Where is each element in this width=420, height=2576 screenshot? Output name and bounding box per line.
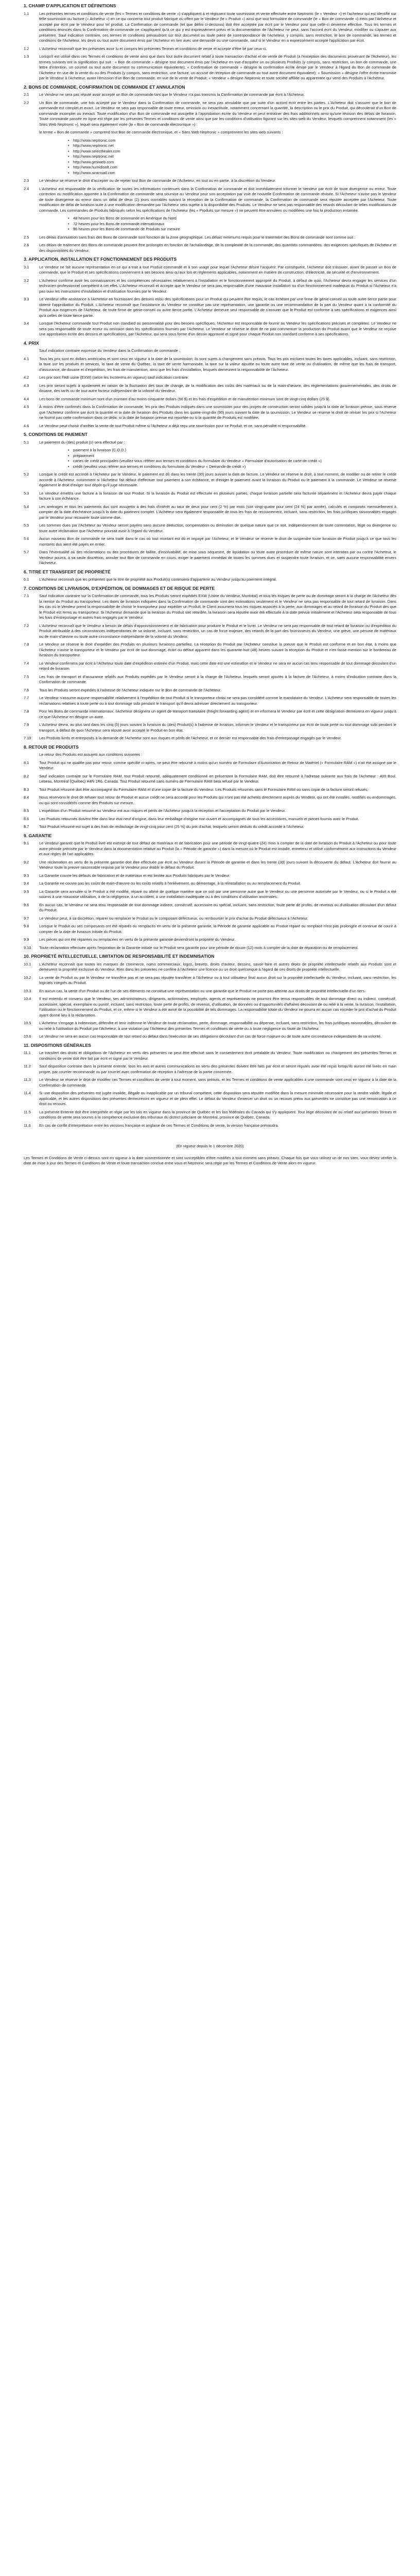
terms-document bbox=[0, 0, 420, 1128]
clause bbox=[24, 550, 396, 566]
clause bbox=[24, 722, 396, 733]
clause-number: 5.1 bbox=[24, 439, 29, 445]
clause-number: 9.7 bbox=[24, 916, 29, 921]
clause-number: 3.2 bbox=[24, 278, 29, 283]
clause-number: 4.5 bbox=[24, 404, 29, 409]
clause bbox=[24, 54, 396, 81]
section bbox=[24, 341, 396, 429]
lead-times-list-item: • 96 heures pour les Bons de commande de Produits sur mesure bbox=[73, 227, 396, 232]
clause-text: L'Acheteur est responsable de la vérification de toutes les informations contenues dans la Confirmation de commande et doit immédiatement informer le Vendeur par écrit de toute divergence ou erreur. Toute correction ou modification apportée à la Confirmation de commande sera soumise au Vendeur pour son acceptation par voie de nouvelle Confirmation de commande révisée. Si l'Acheteur n'avise pas le Vendeur de toute divergence ou erreur dans un délai de deux (2) jours ouvrables suivant la réception de la Confirmation de commande, la Confirmation de commande sera réputée acceptée par l'Acheteur. Toute modification de délai de livraison suite à une modification demandée par l'Acheteur sera sujette à la disponibilité des Produits. Le Vendeur ne sera pas responsable des retards découlant de telles modifications de commande. Les commandes de Produits fabriqués selon les spécifications de l'Acheteur (les « Produits sur mesure ») ne peuvent être annulées ou modifiées une fois la production entamée. bbox=[39, 186, 396, 213]
clause-text: À moins d'être confirmés dans la Confirmation de commande, les prix des Produits indiqués dans une soumission pour des projets de construction seront valides jusqu'à la date de livraison prévue, sous réserve que l'Acheteur confirme par écrit la quantité et la date de livraison des Produits dans les quatre-vingt-dix (90) jours suivant la date de la soumission. Le Vendeur se réserve le droit de réviser les prix si l'Acheteur ne fournit pas cette confirmation dans ce délai, si la date de livraison prévue est reportée ou si la quantité de Produits est modifiée. bbox=[39, 404, 396, 420]
clause bbox=[24, 1091, 396, 1107]
clause bbox=[24, 536, 396, 547]
order-sites-list bbox=[73, 138, 396, 176]
clause bbox=[24, 916, 396, 922]
clause-number: 3.4 bbox=[24, 321, 29, 326]
clause-number: 9.8 bbox=[24, 924, 29, 928]
clause-text: Le Vendeur peut, à sa discrétion, réparer ou remplacer le Produit ou le composant défectueux, ou rembourser le prix d'achat du Produit défectueux à l'Acheteur. bbox=[39, 916, 308, 921]
version-note: (En vigueur depuis le 1 décembre 2020) bbox=[176, 1144, 244, 1148]
clause bbox=[24, 440, 396, 446]
clause-text: Dans l'éventualité où des réclamations ou des procédures de faillite, d'insolvabilité, de mise sous séquestre, de liquidation ou toute autre procédure de même nature sont intentées par ou contre l'Acheteur, le Vendeur pourra, à sa seule discrétion, annuler tout Bon de commande en cours, exiger le paiement immédiat de toutes les sommes dues et suspendre toute livraison, et ce, sans aucune responsabilité envers l'Acheteur. bbox=[39, 550, 396, 565]
clause bbox=[24, 642, 396, 658]
clause-number: 8.2 bbox=[24, 773, 29, 778]
clause-number: 9.10 bbox=[24, 945, 31, 950]
payment-methods-list-item: • cartes de crédit principales (veuillez vous référer aux termes et conditions du formulaire du Vendeur « Formulaire d'autorisation de carte de crédit ») bbox=[73, 459, 396, 464]
section bbox=[24, 569, 396, 583]
clause-text: Les présentes termes et conditions de vente (les « Termes et conditions de vente ») s'appliquent à et régissent toute soumission et vente effectuée entre Neptronic (le « Vendeur ») et l'acheteur qui est identifié sur telle soumission ou facture (« Acheteur ») en ce qui concerne tout produit fabriqué ou offert par le Vendeur (le « Produit ») ainsi que tout formulaire de commande (le « Bon de commande ») émis par l'Acheteur et accepté par écrit par le Vendeur pour tel produit. La Confirmation de commande (tel que défini ci-dessous) doit être acceptée par écrit par le Vendeur pour que celle-ci devienne effective. Tous les termes et conditions énoncés dans la Confirmation de commande ne s'appliquent qu'à ce qui y est expressément prévu et la documentation de l'Acheteur ne peut, sans l'accord écrit du Vendeur, modifier ou s'ajouter aux présentes. Sauf indication contraire, ces termes et conditions prévaudront sur tout document ou toute pièce de correspondance de l'Acheteur, y compris, sans restriction, le bon de commande, les termes et conditions de l'Acheteur, les devis ou tout autre document émis par l'Acheteur en lien avec une demande ou une commande, sauf si le Vendeur en a expressément accepté l'application par écrit. bbox=[39, 11, 396, 43]
clause-text: Lorsque l'Acheteur commande tout Produit non standard ou personnalisé pour des besoins spécifiques, l'Acheteur est responsable de fournir au Vendeur les spécifications précises et complètes. Le Vendeur ne sera pas responsable de toute erreur ou omission dans les spécifications fournies par l'Acheteur. Le Vendeur se réserve le droit de ne pas commencer la production du Produit avant que le Vendeur ne reçoive une approbation écrite des dessins et spécifications, par l'Acheteur, qui sera sous forme d'un dessin approuvé et signé pour chaque Produit non standard conforme à ses spécifications. bbox=[39, 321, 396, 336]
clause-number: 1.1 bbox=[24, 11, 29, 16]
clause bbox=[24, 774, 396, 785]
clause-number: 7.1 bbox=[24, 594, 29, 598]
clause-text: le terme « Bon de commande » comprend tout Bon de commande électronique, et « Sites Web Neptronic » comprennent les sites web suivants : bbox=[39, 130, 283, 134]
clause-number: 7.8 bbox=[24, 709, 29, 714]
clause-number: 1.3 bbox=[24, 54, 29, 59]
clause-text: Le Vendeur n'assume aucune responsabilité relativement à l'expédition de tout Produit si le transporteur choisi ne sera pas considéré comme le mandataire du Vendeur. L'Acheteur sera responsable de toutes les réclamations relatives à toute perte ou à tout dommage subi pendant le transport qu'il devra adresser directement au transporteur. bbox=[39, 696, 396, 706]
clause-text: Les bons de commande minimum sont d'un montant d'au moins cinquante dollars (50 $) et les frais d'expédition et de manutention minimum sont de vingt-cinq dollars (25 $). bbox=[39, 396, 330, 401]
clause-text: La Garantie sera annulée si le Produit a été modifié, réparé ou altéré de quelque manière que ce soit par une personne autre que le Vendeur ou une personne autorisée par le Vendeur, ou si le Produit a été soumis à une mauvaise utilisation, à de la négligence, à un accident, à une installation inadéquate ou à des conditions d'utilisation anormales. bbox=[39, 889, 396, 899]
clause-text: L'Acheteur confirme avoir les connaissances et les compétences nécessaires relativement à l'installation et le fonctionnement approprié du Produit, à défaut de quoi, l'Acheteur devra engager les services d'un technicien professionnel compétent à cet effet. L'Acheteur reconnaît et accepte que le Vendeur ne sera pas responsable d'une mauvaise installation ou d'un fonctionnement inadéquat du Produit si l'Acheteur n'a pas suivi les instructions d'installation et d'utilisation fournies par le Vendeur. bbox=[39, 278, 396, 294]
clause-text: La Garantie couvre les défauts de fabrication et de matériaux et est limitée aux Produits fabriqués par le Vendeur. bbox=[39, 873, 230, 878]
clause bbox=[24, 297, 396, 318]
clause-text: Les prix sont FAB usine (EXW) (selon les Incoterms en vigueur) sauf indication contraire. bbox=[39, 375, 189, 380]
clause-text: Le Vendeur confirmera par écrit à l'Acheteur toute date d'expédition estimée d'un Produit, mais cette date est une estimation et le Vendeur ne sera en aucun cas tenu responsable de tout dommage découlant d'un retard de livraison. bbox=[39, 660, 396, 671]
clause-number: 7.5 bbox=[24, 674, 29, 679]
clause bbox=[24, 962, 396, 973]
clause-number: 7.3 bbox=[24, 642, 29, 647]
clause-text: Un Bon de commande, une fois accepté par le Vendeur dans la Confirmation de commande, ne sera pas annulable que par suite d'un accord écrit entre les parties. L'Acheteur doit s'assurer que le bon de commande est complet et exact. Le Vendeur ne sera pas responsable de toute erreur, omission ou inexactitude, notamment concernant la quantité, la description ou le prix du Produit, qui découlerait d'un Bon de commande incomplet ou inexact. Toute modification d'un Bon de commande est assujettie à l'approbation écrite du Vendeur et peut entraîner des frais additionnels ainsi qu'une révision des délais de livraison. Toute commande passée en ligne est régie par les présentes Termes et conditions de vente ainsi que par les conditions d'utilisation figurant sur les sites web du Vendeur, lesquels comprennent notamment (les « Sites Web Neptronic »), lequel sera également visée (le « Bon de commande électronique ») : bbox=[39, 100, 396, 127]
clause bbox=[24, 187, 396, 214]
clause bbox=[24, 46, 396, 52]
clause-number: 10.5 bbox=[24, 1021, 31, 1025]
clause-number: 9.2 bbox=[24, 859, 29, 865]
clause-text: Le paiement du (des) produit (s) sera effectué par : bbox=[39, 439, 125, 445]
clause bbox=[24, 945, 396, 951]
clause-text: Nous réservons le droit de refuser tout retour de Produit et aucun crédit ne sera accordé pour les Produits qui n'ont pas été achetés directement auprès du Vendeur, qui ont été installés, modifiés ou endommagés, ou qui sont considérés comme des Produits sur mesure. bbox=[39, 795, 396, 805]
clause-number: 11.2 bbox=[24, 1064, 31, 1069]
clause-number: 10.2 bbox=[24, 975, 31, 980]
clause-text: Aucun nouveau Bon de commande ne sera traité dans le cas où tout montant est dû et impayé par l'Acheteur, et le Vendeur se réserve le droit de suspendre toute livraison de Produit jusqu'à ce que tous les montants dus aient été payés en entier. bbox=[39, 536, 396, 547]
clause bbox=[24, 357, 396, 373]
payment-methods-list bbox=[73, 448, 396, 469]
clause-text: Les sommes dues par l'Acheteur au Vendeur seront payées sans aucune déduction, compensation ou diminution de quelque nature que ce soit, indépendamment de toute contestation, litige ou divergence ou toute autre réclamation que l'Acheteur pourrait avoir à l'égard du Vendeur. bbox=[39, 523, 396, 533]
clause-number: 11.3 bbox=[24, 1077, 31, 1082]
clause bbox=[24, 130, 396, 135]
clause-text: L'Acheteur reconnaît que les présentes avoir lu et compris les présentes Termes et conditions de vente et accepte d'être lié par ceux-ci. bbox=[39, 46, 267, 51]
clause-number: 4.4 bbox=[24, 396, 29, 401]
clause bbox=[24, 661, 396, 672]
section-title: 4. PRIX bbox=[24, 340, 39, 346]
clause-number: 11.4 bbox=[24, 1091, 31, 1095]
clause-text: Le Vendeur se réserve le droit d'accepter ou de rejeter tout Bon de commande de l'Acheteur, en tout ou en partie, à la discrétion du Vendeur. bbox=[39, 178, 276, 183]
clause-number: 5.5 bbox=[24, 523, 29, 528]
clause-text: Les Produits livrés et entreposés à la demande de l'Acheteur sont aux risques et périls de l'Acheteur, et ce dernier est responsable des frais d'entreposage engagés par le Vendeur. bbox=[39, 736, 342, 740]
clause-number: 2.1 bbox=[24, 92, 29, 97]
clause bbox=[24, 736, 396, 741]
clause-text: Les arrérages et tous les paiements dus sont assujettis à des frais d'intérêt au taux de deux pour cent (2 %) par mois (soit vingt-quatre pour cent (24 %) par année), calculés et composés mensuellement à compter de la date d'échéance jusqu'à la date du paiement complet. L'Acheteur sera également responsable de tous les frais de recouvrement, incluant, sans restriction, les frais juridiques raisonnables engagés par le Vendeur pour recouvrer toute somme due. bbox=[39, 504, 396, 520]
clause bbox=[24, 674, 396, 685]
clause-text: Sauf indication contraire sur le Formulaire RAM, tout Produit retourné, adéquatement conditionné en présentant la Formulaire RAM, doit être retourné à l'adresse suivante aux frais de l'Acheteur : 400 Boul. Lebeau, Montréal (Québec) H4N 1R6, Canada. Tout Produit retourné sans numéro de Formulaire RAM sera refusé par le Vendeur. bbox=[39, 773, 396, 784]
payment-methods-list-item: • prépaiement bbox=[73, 453, 396, 459]
clause-number: 5.4 bbox=[24, 504, 29, 509]
clause-number: 2.4 bbox=[24, 186, 29, 191]
clause-text: Le retour des Produits est assujetti aux conditions suivantes : bbox=[39, 752, 143, 757]
clause-text: Il est entendu et convenu que le Vendeur, ses administrateurs, dirigeants, actionnaires, employés, agents et représentants ne pourront être tenus responsables de tout dommage direct ou indirect, consécutif, accessoire, spécial, exemplaire ou punitif, incluant, sans restriction, toute perte de profits, de revenus, d'utilisation, de données ou d'opportunités d'affaires découlant de ou relié à la vente, la livraison, l'installation, l'utilisation ou le fonctionnement du Produit, et ce, même si le Vendeur a été avisé de la possibilité de tels dommages. La responsabilité totale du Vendeur ne pourra en aucun cas excéder le prix d'achat du Produit ayant donné lieu à la réclamation. bbox=[39, 996, 396, 1018]
section-title: 8. RETOUR DE PRODUITS bbox=[24, 744, 79, 750]
clause bbox=[24, 523, 396, 534]
order-sites-list-item: • http://www.humidisoft.com bbox=[73, 165, 396, 171]
section bbox=[24, 744, 396, 830]
clause-text: Le Vendeur ne sera pas réputé avoir accepté un Bon de commande tant que le Vendeur n'a pas transmis la Confirmation de commande par écrit à l'Acheteur. bbox=[39, 92, 305, 97]
clause-text: Les délais d'annulation sans frais des Bons de commande sont fonction de la zone géographique. Les délais minimums requis pour le traitement des Bons de commande sont comme suit : bbox=[39, 234, 356, 240]
section bbox=[24, 3, 396, 81]
clause-number: 4.3 bbox=[24, 383, 29, 388]
clause-number: 10.6 bbox=[24, 1034, 31, 1039]
clause bbox=[24, 491, 396, 502]
clause-text: Les frais de transport et d'assurance relatifs aux Produits expédiés par le Vendeur seront à la charge de l'Acheteur, lesquels seront ajoutés à la facture de l'Acheteur, à moins d'indication contraire dans la Confirmation de commande. bbox=[39, 674, 396, 684]
order-sites-list-item: • http://www.neptronic.net bbox=[73, 143, 396, 149]
clause-number: 7.7 bbox=[24, 696, 29, 700]
clause bbox=[24, 92, 396, 98]
clause-text: Pour les Bons de commande internationaux, l'Acheteur désignera un agent de transport transitaire (freight forwarding agent) et en informera le Vendeur par écrit et cette désignation demeurera en vigueur jusqu'à ce que l'Acheteur en désigne un autre. bbox=[39, 709, 396, 719]
section bbox=[24, 432, 396, 566]
clause bbox=[24, 321, 396, 337]
clause-text: Le Vendeur ne sera en aucun cas responsable de tout retard ou défaut dans l'exécution de ses obligations découlant d'un cas de force majeure ou de toute autre circonstance indépendante de sa volonté. bbox=[39, 1034, 382, 1039]
clause bbox=[24, 1034, 396, 1040]
clause-number: 5.6 bbox=[24, 536, 29, 541]
clause-text: Les Produits retournés doivent être dans leur état neuf d'origine, dans leur emballage d'origine non ouvert et accompagnés de tous les accessoires, manuels et pièces fournis avec le Produit. bbox=[39, 816, 359, 821]
clause bbox=[24, 752, 396, 758]
clause-number: 8.3 bbox=[24, 787, 29, 792]
section bbox=[24, 1043, 396, 1129]
section bbox=[24, 833, 396, 951]
clause-text: En cas de conflit d'interprétation entre les versions française et anglaise de ces Termes et Conditions de vente, la version française prévaudra. bbox=[39, 1123, 279, 1128]
clause bbox=[24, 873, 396, 879]
clause-text: Tous les prix sont en dollars américains et sont ceux en vigueur à la date de la soumission; ils sont sujets à changement sans préavis. Tous les prix excluent toutes les taxes applicables, incluant, sans restriction, la taxe sur les produits et services, la taxe de vente du Québec, la taxe de vente harmonisée, la taxe sur la valeur ajoutée ou toute autre taxe de vente ou d'utilisation, de même que les frais de transport, d'assurance, de douane et d'expédition, les frais de manutention, ainsi que les frais d'installation, lesquels demeurent la responsabilité de l'Acheteur. bbox=[39, 356, 396, 372]
clause-number bbox=[24, 752, 39, 758]
clause bbox=[24, 178, 396, 184]
clause-number: 1.2 bbox=[24, 46, 29, 51]
clause-text: L'Acheteur reconnaît que toutes les marques de commerce, noms commerciaux, logos, brevets, droits d'auteur, dessins, savoir-faire et autres droits de propriété intellectuelle relatifs aux Produits sont et demeurent la propriété exclusive du Vendeur. Rien dans les présentes ne confère à l'Acheteur une licence ou un droit quelconque à l'égard de ces droits de propriété intellectuelle. bbox=[39, 961, 396, 972]
document-footer bbox=[0, 1131, 420, 1166]
clause-number: 11.5 bbox=[24, 1109, 31, 1114]
clause-text: L'Acheteur reconnaît que le Vendeur a besoin de délais d'approvisionnement et de fabrication pour produire le Produit et le livrer. Le Vendeur ne sera pas responsable de tout retard de livraison ou d'expédition du Produit attribuable à des circonstances indépendantes de sa volonté, incluant, sans restriction, un cas de force majeure, des retards de la part des fournisseurs du Vendeur, une grève, une pénurie de matériaux ou de main-d'œuvre ou toute autre circonstance indépendante de la volonté du Vendeur. bbox=[39, 623, 396, 639]
section-title: 6. TITRE ET TRANSFERT DE PROPRIÉTÉ bbox=[24, 569, 111, 574]
clause bbox=[24, 989, 396, 994]
clause bbox=[24, 787, 396, 793]
clause-number: 6.1 bbox=[24, 577, 29, 582]
clause-number: 5.7 bbox=[24, 550, 29, 554]
clause-text: En aucun cas, le Vendeur ne sera tenu responsable de tout dommage indirect, consécutif, accessoire ou spécial, incluant, sans restriction, toute perte de profits, de revenus ou d'utilisation découlant d'un défaut du Produit. bbox=[39, 902, 396, 912]
clause-text: Tous les Produits seront expédiés à l'adresse de l'Acheteur indiquée sur le Bon de commande de l'Acheteur. bbox=[39, 687, 221, 692]
clause-text: L'Acheteur s'engage à indemniser, défendre et tenir indemne le Vendeur de toute réclamation, perte, dommage, responsabilité ou dépense, incluant, sans restriction, les frais juridiques raisonnables, découlant de ou relié à l'utilisation du Produit par l'Acheteur, à une violation par l'Acheteur des présentes Termes et conditions de vente ou à toute négligence ou faute de l'Acheteur. bbox=[39, 1021, 396, 1031]
clause-number: 7.4 bbox=[24, 660, 29, 666]
section-title: 3. APPLICATION, INSTALLATION ET FONCTIONNEMENT DES PRODUITS bbox=[24, 257, 177, 262]
clause-text: La Garantie ne couvre pas les coûts de main-d'œuvre ou les coûts relatifs à l'enlèvement, au démontage, à la réinstallation ou au remplacement du Produit. bbox=[39, 881, 301, 886]
payment-methods-list-item: • crédit (veuillez vous référer aux termes et conditions du formulaire du Vendeur « Demande de crédit ») bbox=[73, 464, 396, 470]
clause bbox=[24, 996, 396, 1018]
section-title: 7. CONDITIONS DE LIVRAISON, D'EXPÉDITION, DE DOMMAGES ET DE RISQUE DE PERTE bbox=[24, 585, 215, 591]
clause-text: Lorsque le Produit ou ses composants ont été réparés ou remplacés en vertu de la présente garantie, la Période de garantie applicable au Produit réparé ou remplacé n'est pas prolongée et continue de courir à compter de la date de livraison initiale du Produit. bbox=[39, 924, 396, 934]
clause bbox=[24, 824, 396, 830]
payment-methods-list-item: • paiement à la livraison (C.O.D.) bbox=[73, 448, 396, 453]
clause-number: 9.4 bbox=[24, 881, 29, 886]
clause bbox=[24, 937, 396, 943]
clause-text: Lorsqu'il est utilisé dans ces Termes et conditions de vente ainsi que dans tout autre document relatif à toute transaction d'achat et de vente de Produit (à l'exception des documents provenant de l'Acheteur), les termes suivants ont la signification qui suit : « Bon de commande » désigne tout document émis par l'Acheteur en vue d'acquérir un ou plusieurs Produits (y compris, sans restriction, un bon de commande, une lettre d'intention, un courriel ou tout autre document ou communication équivalente); « Confirmation de commande » désigne la confirmation écrite émise par le Vendeur à l'égard du Bon de commande de l'Acheteur en vue de la vente du ou des Produits (y compris, sans restriction, une facture, un accusé de réception de commande ou tout autre document équivalent); « Soumission » désigne l'offre écrite transmise par le Vendeur à l'Acheteur, avant l'émission d'un Bon de commande, en vue de la vente de Produit; « Vendeur » désigne Neptronic et toute société affiliée ou apparentée qui vend des Produits à l'Acheteur. bbox=[39, 54, 396, 80]
clause-number: 8.1 bbox=[24, 760, 29, 765]
section-title: 1. CHAMP D'APPLICATION ET DÉFINITIONS bbox=[24, 3, 116, 8]
clause bbox=[24, 808, 396, 814]
clause-text: Une réclamation en vertu de la présente garantie doit être effectuée par écrit au Vendeur durant la Période de garantie et dans les trente (30) jours suivant la découverte du défaut. L'Acheteur doit fournir au Vendeur toute la preuve raisonnable requise par le Vendeur pour établir le défaut du Produit. bbox=[39, 859, 396, 870]
clause bbox=[24, 903, 396, 913]
section-title: 2. BONS DE COMMANDE, CONFIRMATION DE COMMANDE ET ANNULATION bbox=[24, 84, 185, 90]
lead-times-list-item: • 48 heures pour les Bons de commande en Amérique du Nord bbox=[73, 216, 396, 222]
clause-text: Les pièces qui ont été réparées ou remplacées en vertu de la présente garantie deviendront la propriété du Vendeur. bbox=[39, 937, 236, 942]
clause bbox=[24, 577, 396, 583]
clause-number: 7.2 bbox=[24, 623, 29, 628]
clause bbox=[24, 375, 396, 381]
clause-number: 8.4 bbox=[24, 795, 29, 800]
clause-text: Le Vendeur émettra une facture à la livraison de tout Produit. Si la livraison du Produit est effectuée en plusieurs parties, chaque livraison partielle sera facturée séparément et l'Acheteur devra payer chaque facture à son échéance. bbox=[39, 490, 396, 501]
order-sites-list-item: • http://www.selecthealer.com bbox=[73, 149, 396, 155]
clause-number: 4.1 bbox=[24, 356, 29, 361]
clause-text: Le transfert des droits et obligations de l'Acheteur en vertu des présentes ne peut être effectué sans le consentement écrit préalable du Vendeur. Toute modification ou changement des présentes Termes et conditions de vente doit être fait par écrit et signé par le Vendeur. bbox=[39, 1050, 396, 1061]
clause bbox=[24, 795, 396, 806]
clause-text: Sauf indication contraire expresse du Vendeur dans la Confirmation de commande : bbox=[39, 348, 181, 353]
clause bbox=[24, 688, 396, 693]
clause-number: 11.6 bbox=[24, 1123, 31, 1128]
lead-times-list bbox=[73, 216, 396, 232]
clause-text: Lorsque le crédit est accordé à l'Acheteur par le Vendeur, le paiement est dû dans les trente (30) jours suivant la date de facture. Le Vendeur se réserve le droit, à tout moment, de modifier ou de retirer le crédit accordé à l'Acheteur, notamment si l'Acheteur fait défaut d'effectuer tout paiement à son échéance, et d'exiger le paiement avant la livraison du Produit ou le paiement à la commande. Le Vendeur se réserve également le droit d'exiger tout dépôt qu'il juge nécessaire. bbox=[39, 472, 396, 487]
clause bbox=[24, 404, 396, 421]
clause bbox=[24, 924, 396, 935]
clause bbox=[24, 278, 396, 295]
clause-number: 3.1 bbox=[24, 264, 29, 269]
clause bbox=[24, 1077, 396, 1088]
section bbox=[24, 954, 396, 1040]
clause-number: 10.3 bbox=[24, 988, 31, 993]
clause bbox=[24, 100, 396, 128]
clause bbox=[24, 1021, 396, 1031]
clause-number: 5.3 bbox=[24, 490, 29, 496]
clause-text: Le Vendeur peut choisir d'arrêter la vente de tout Produit même si l'Acheteur a déjà reçu une soumission pour ce Produit, et ce, sans pénalité ni responsabilité. bbox=[39, 423, 307, 428]
clause-number: 10.4 bbox=[24, 996, 31, 1001]
order-sites-list-item: • http://www.airactuall.com bbox=[73, 171, 396, 176]
clause-text: Le Vendeur se réserve le droit de modifier ces Termes et conditions de vente à tout moment, sans préavis, et les Termes et conditions de vente applicables à une commande sont ceux en vigueur à la date de la Confirmation de commande. bbox=[39, 1077, 396, 1088]
lead-times-list-item: • 72 heures pour les Bons de commande internationaux bbox=[73, 222, 396, 227]
clause bbox=[24, 265, 396, 276]
clause-number: 9.5 bbox=[24, 889, 29, 894]
clause-text: Sauf indication contraire sur la Confirmation de commande, tous les Produits seront expédiés EXW (Usine du Vendeur, Montréal) et tous les risques de perte ou de dommage seront à la charge de l'Acheteur dès la remise du Produit au transporteur. Les dates de livraison indiquées dans la Confirmation de commande sont des estimations seulement et le Vendeur ne sera pas responsable de tout retard de livraison. Dans les cas où le Vendeur prend la responsabilité de choisir le transporteur pour expédier un Produit, le Client assumera tous les risques associés à la perte, aux dommages et au retard de livraison du Produit dès que le Produit est remis au transporteur. Si l'Acheteur demande que la livraison du Produit soit retardée, la livraison sera réputée avoir été effectuée à la date prévue initialement et l'Acheteur sera responsable de tous les frais d'entreposage et autres frais engagés par le Vendeur. bbox=[39, 594, 396, 620]
section-title: 5. CONDITIONS DE PAIEMENT bbox=[24, 432, 87, 437]
section bbox=[24, 257, 396, 337]
clause-number: 10.1 bbox=[24, 961, 31, 967]
section-title: 11. DISPOSITIONS GÉNÉRALES bbox=[24, 1042, 91, 1048]
clause-text: Les délais de traitement des Bons de commande peuvent être prolongés en fonction de l'achalandage, de la complexité de la commande, des quantités commandées, des exigences spécifiques de l'Acheteur et des disponibilités du Vendeur. bbox=[39, 243, 396, 253]
clause-number: 2.3 bbox=[24, 178, 29, 183]
clause-text: Le Vendeur ne fait aucune représentation en ce qui a trait à tout Produit commandé et à son usage pour lequel l'Acheteur désire l'acquérir. Par conséquent, l'Acheteur doit s'assurer, avant de passer un Bon de commande, que le Produit et ses spécifications conviennent à ses besoins ainsi qu'aux lois et règlements applicables, notamment en matière de construction, d'électricité, de sécurité et d'environnement. bbox=[39, 264, 396, 275]
clause-text: L'Acheteur reconnaît que les présentes que le titre de propriété aux Produit(s) continuera d'appartenir au Vendeur jusqu'au paiement intégral. bbox=[39, 577, 277, 582]
clause-text: Le Vendeur offre assistance à l'Acheteur en fournissant des dessins et/ou des spécifications pour un Produit qui peuvent être requis, le cas échéant par une firme de génie-conseil ou toute autre tierce partie pour obtenir l'approbation du Produit. L'Acheteur reconnaît que l'assistance du Vendeur ne constitue pas une représentation, une garantie ou une recommandation de la part du Vendeur quant à la conformité du Produit aux exigences de l'Acheteur, de toute firme de génie-conseil ou autre tierce partie. L'Acheteur demeure seul responsable de s'assurer que le Produit est conforme à ses spécifications et exigences ainsi qu'à celles de toute tierce partie. bbox=[39, 297, 396, 318]
clause-text: La vente de Produit ou par le Vendeur ne transfère pas et ne sera pas réputée transférer à l'Acheteur ou à tout utilisateur final aucun droit sur la propriété intellectuelle du Vendeur, incluant, sans restriction, les logiciels intégrés au Produit. bbox=[39, 975, 396, 985]
clause-number: 7.9 bbox=[24, 722, 29, 727]
clause bbox=[24, 881, 396, 887]
clause-text: Si une disposition des présentes est jugée invalide, illégale ou inapplicable par un tribunal compétent, cette disposition sera réputée modifiée dans la mesure minimale nécessaire pour la rendre valide, légale et applicable, et les autres dispositions des présentes demeureront en vigueur et de plein effet. Le défaut du Vendeur d'exercer un droit ou un recours prévu aux présentes ne constitue pas une renonciation à ce droit ou recours. bbox=[39, 1091, 396, 1106]
clause-number: 9.9 bbox=[24, 937, 29, 942]
clause bbox=[24, 11, 396, 44]
clause bbox=[24, 1064, 396, 1075]
clause-number: 4.2 bbox=[24, 375, 29, 380]
clause-number: 9.1 bbox=[24, 841, 29, 845]
clause-text: Tout Produit retourné doit être accompagné du Formulaire RAM et d'une copie de la facture du Vendeur. Les Produits retournés sans le Formulaire RAM ou sans copie de la facture seront refusés. bbox=[39, 787, 369, 792]
clause-number bbox=[24, 348, 39, 354]
clause bbox=[24, 860, 396, 871]
order-sites-list-item: • http://www.neptronic.com bbox=[73, 138, 396, 144]
clause-number: 7.6 bbox=[24, 687, 29, 692]
clause bbox=[24, 760, 396, 771]
clause-text: La présente Entente doit être interprétée et régie par les lois en vigueur dans la province de Québec et les lois fédérales du Canada qui s'y appliquent. Tout litige découlant de ou relatif aux présentes Termes et conditions de vente sera soumis à la compétence exclusive des tribunaux du district judiciaire de Montréal, province de Québec, Canada. bbox=[39, 1109, 396, 1120]
clause-text: Tout Produit retourné est sujet à des frais de restockage de vingt-cinq pour cent (25 %) du prix d'achat, lesquels seront déduits du crédit accordé à l'Acheteur. bbox=[39, 824, 304, 829]
clause-number: 2.6 bbox=[24, 243, 29, 247]
clause bbox=[24, 1110, 396, 1121]
clause bbox=[24, 841, 396, 857]
clause-number: 8.7 bbox=[24, 824, 29, 829]
section-title: 9. GARANTIE bbox=[24, 833, 52, 838]
section bbox=[24, 586, 396, 741]
clause-number: 7.10 bbox=[24, 736, 31, 740]
clause bbox=[24, 397, 396, 402]
clause-number: 11.1 bbox=[24, 1050, 31, 1055]
order-sites-list-item: • http://www.gesiweb.com bbox=[73, 160, 396, 165]
clause-number: 5.2 bbox=[24, 472, 29, 477]
clause bbox=[24, 975, 396, 986]
clause bbox=[24, 817, 396, 822]
clause-number: 8.6 bbox=[24, 816, 29, 821]
section-title: 10. PROPRIÉTÉ INTELLECTUELLE, LIMITATION DE RESPONSABILITÉ ET INDEMNISATION bbox=[24, 954, 215, 959]
clause-number: 8.5 bbox=[24, 808, 29, 813]
clause-number: 2.5 bbox=[24, 234, 29, 240]
clause-text: Tout Produit qui ne qualifie pas pour retour, comme spécifié ci-après, ne peut être retourné à moins qu'un numéro de Formulaire d'Autorisation de Retour de Matériel (« Formulaire RAM ») n'ait été assigné par le Vendeur. bbox=[39, 760, 396, 770]
clause bbox=[24, 709, 396, 720]
clause bbox=[24, 243, 396, 253]
clause-number: 2.2 bbox=[24, 100, 29, 105]
closing-paragraph: Les Termes et Conditions de Vente ci-dessus sont en vigueur à la date susmentionnée et sont susceptibles d'être modifiés à tout moment sans préavis. Chaque fois que vous utilisez un de nos sites, vous devez vérifier la date de mise à jour des Termes et Conditions de Vente et toute transaction conclue entre vous et Neptronic sera régie par les Termes et Conditions de Vente alors en vigueur. bbox=[24, 1155, 396, 1165]
clause-text: L'Acheteur devra, au plus tard dans les cinq (5) jours suivant la livraison du (des) Produit(s) à l'adresse de livraison, informer le Vendeur et le transporteur par écrit de toute perte ou tout dommage subi pendant le transport, à défaut de quoi l'Acheteur sera réputé avoir accepté le Produit en bon état. bbox=[39, 722, 396, 733]
clause bbox=[24, 472, 396, 488]
clause-text: En aucun cas, la vente d'un Produit ou de l'un de ses éléments ne constitue une représentation ou une garantie que le Produit ne porte pas atteinte aux droits de propriété intellectuelle d'un tiers. bbox=[39, 988, 366, 993]
clause-text: Le Vendeur garantit que le Produit livré est exempt de tout défaut de matériaux et de fabrication pour une période de vingt-quatre (24) mois à compter de la date de livraison du Produit à l'Acheteur ou pour toute autre période précisée par le Vendeur dans la documentation relative au Produit (la « Période de garantie ») dans la mesure où le Produit est installé, entretenu et utilisé conformément aux instructions du Vendeur et aux règles de l'art applicables. bbox=[39, 841, 396, 856]
clause bbox=[24, 383, 396, 394]
clause-text: Les prix seront sujets à ajustement en raison de la fluctuation des taux de change, de la modification des coûts des matériaux ou de la main-d'œuvre, des réglementations gouvernementales, des droits de douane, des tarifs ou de tout autre facteur indépendant de la volonté du Vendeur. bbox=[39, 383, 396, 393]
clause-number: 9.6 bbox=[24, 902, 29, 907]
clause bbox=[24, 504, 396, 521]
clause bbox=[24, 594, 396, 621]
clause bbox=[24, 623, 396, 640]
section bbox=[24, 84, 396, 254]
clause bbox=[24, 348, 396, 354]
clause-text: Le Vendeur se réserve le droit d'expédier des Produits en plusieurs livraisons partielles. La réception du Produit par l'Acheteur constitue la preuve que le Produit est conforme et en bon état, à moins que l'Acheteur n'avise le transporteur et le Vendeur par écrit de tout dommage, écart ou défaut apparent dans les quarante-huit (48) heures suivant la réception du Produit et n'en fasse mention sur le bordereau de livraison du transporteur. bbox=[39, 642, 396, 657]
clause-number: 3.3 bbox=[24, 297, 29, 301]
clause bbox=[24, 1050, 396, 1061]
clause bbox=[24, 423, 396, 429]
clause bbox=[24, 696, 396, 706]
clause-number bbox=[24, 130, 39, 135]
clause-text: L'expédition d'un Produit retourné au Vendeur est aux risques et périls de l'Acheteur jusqu'à la réception et l'acceptation du Produit par le Vendeur. bbox=[39, 808, 286, 813]
clause bbox=[24, 1123, 396, 1129]
clause-text: Toute réclamation effectuée après l'expiration de la Garantie initiale sur le Produit sera garantie pour une période de douze (12) mois à compter de la date de réparation ou de remplacement. bbox=[39, 945, 359, 950]
clause-number: 4.6 bbox=[24, 423, 29, 428]
clause-number: 9.3 bbox=[24, 873, 29, 878]
clause-text: Sauf disposition contraire dans la présente entente, tous les avis et autres communications en vertu des présentes doivent être faits par écrit et seront réputés avoir été reçus lorsqu'ils auront été livrés en main propre, par courrier recommandé ou par courriel avec confirmation de réception à l'adresse de la partie concernée. bbox=[39, 1064, 396, 1074]
order-sites-list-item: • http://www.neptronic.net bbox=[73, 154, 396, 160]
clause bbox=[24, 235, 396, 241]
clause bbox=[24, 889, 396, 900]
